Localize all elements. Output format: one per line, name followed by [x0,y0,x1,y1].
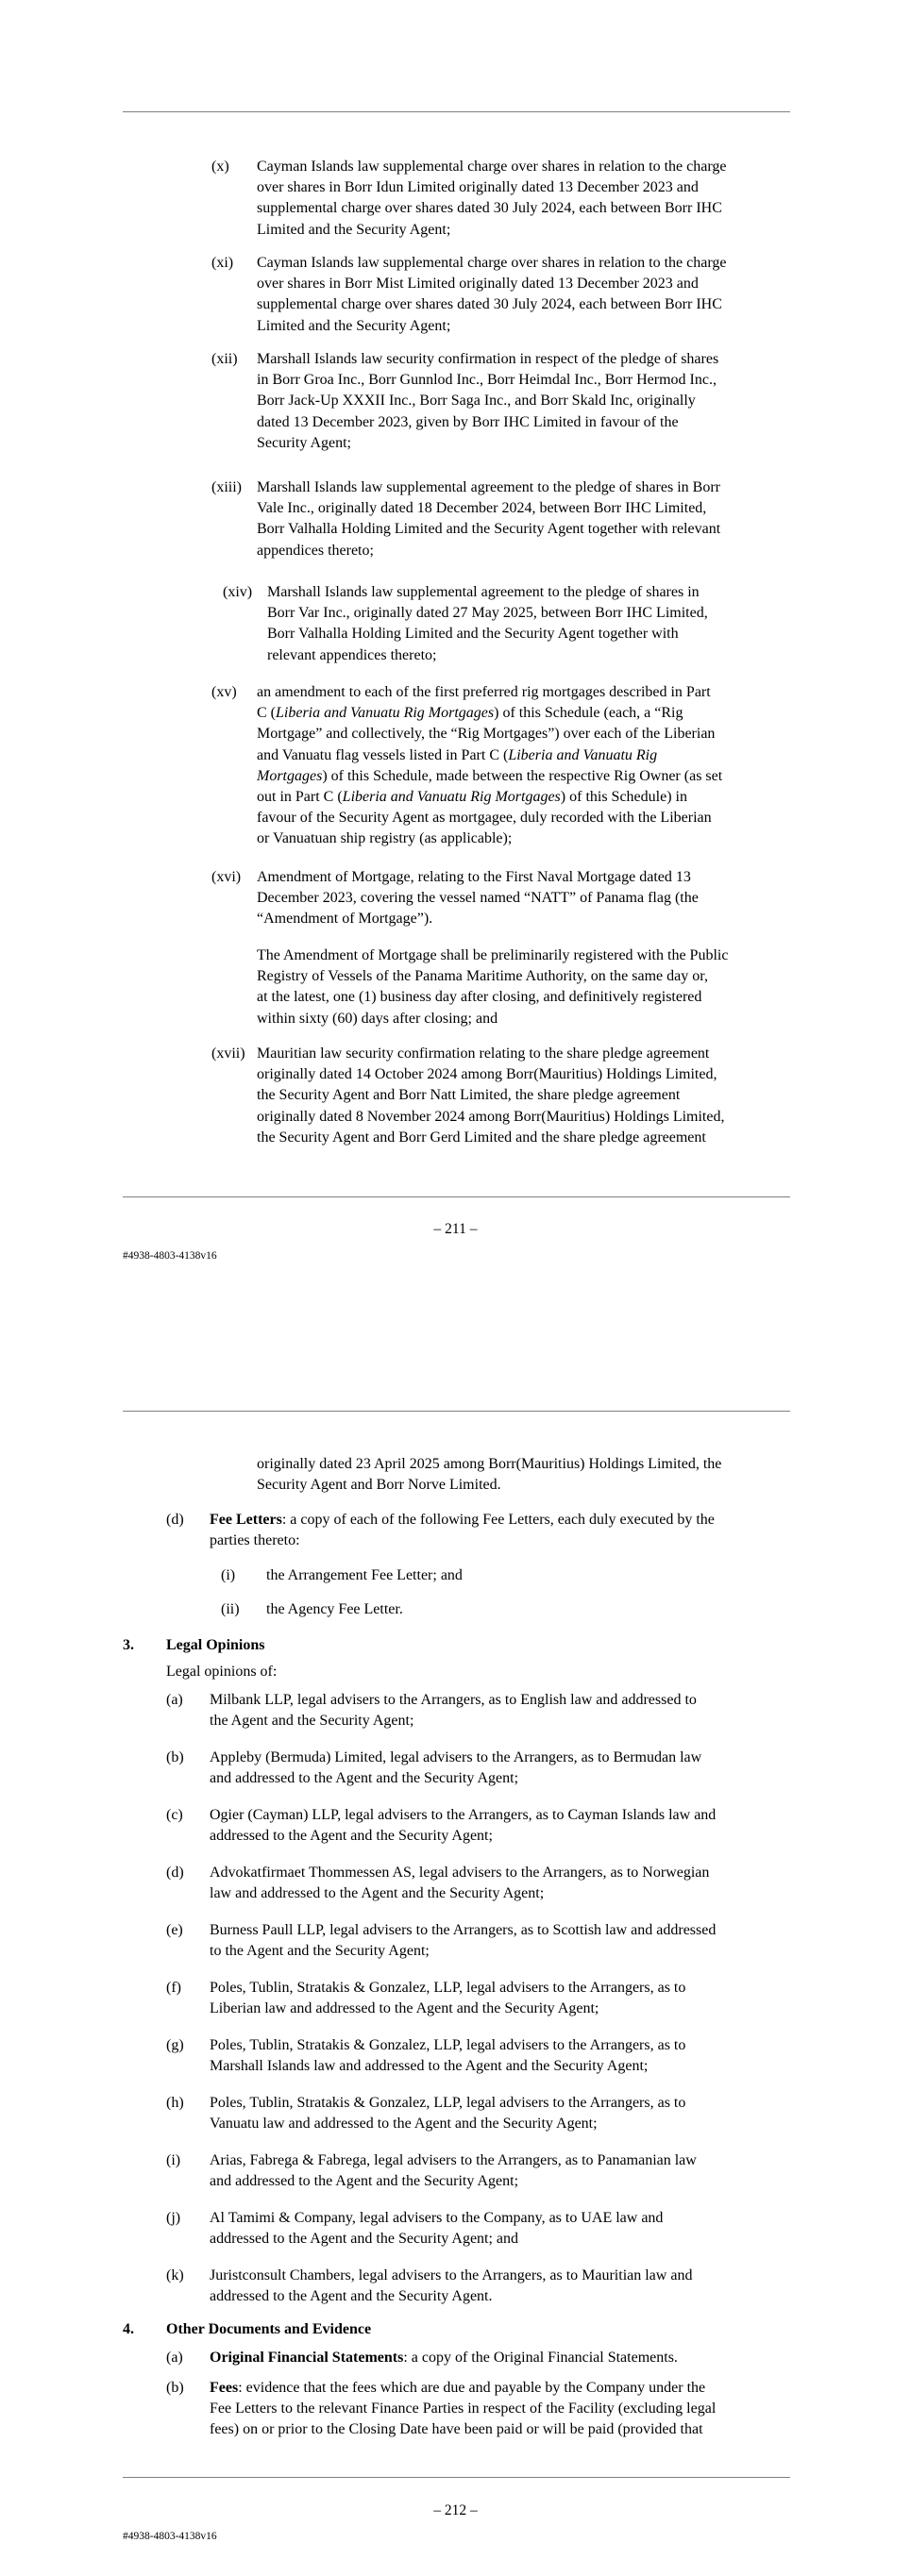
text-line: December 2023, covering the vessel named “NATT” of Panama flag (the [257,890,699,907]
text-line: addressed to the Agent and the Security Agent. [210,2288,493,2305]
item-xiv-label: (xiv) [223,584,253,600]
text-line: Milbank LLP, legal advisers to the Arrangers, as to English law and addressed to [210,1692,697,1708]
text-line: the Security Agent and Borr Natt Limited, the share pledge agreement [257,1087,681,1104]
text-line: originally dated 23 April 2025 among Borr(Mauritius) Holdings Limited, the [257,1456,722,1472]
legal-opinion-text [210,2150,790,2192]
legal-opinion-label: (i) [166,2152,181,2168]
item-x-label: (x) [211,159,229,175]
text-line: Arias, Fabrega & Fabrega, legal advisers to the Arrangers, as to Panamanian law [210,2152,697,2168]
item-xvi-text [257,867,790,930]
text-line: and addressed to the Agent and the Security Agent; [210,1770,519,1787]
text-line: over shares in Borr Mist Limited originally dated 13 December 2023 and [257,276,699,293]
legal-opinion-label: (j) [166,2210,181,2226]
text-line: Liberian law and addressed to the Agent and the Security Agent; [210,2000,599,2017]
s4-item-line: : evidence that the fees which are due and payable by the Company under the [238,2380,706,2396]
legal-opinion-text [210,1690,790,1731]
s4-item-label: (a) [166,2350,183,2366]
text-line: originally dated 14 October 2024 among Borr(Mauritius) Holdings Limited, [257,1066,717,1083]
legal-opinion-label: (h) [166,2095,184,2111]
item-xiii-text [257,477,790,561]
text-line: Cayman Islands law supplemental charge over shares in relation to the charge [257,255,727,271]
text-line: Borr Valhalla Holding Limited and the Security Agent together with relevant [257,521,721,538]
text-line: Marshall Islands law supplemental agreement to the pledge of shares in [267,584,700,600]
text-line: at the latest, one (1) business day after closing, and definitively registered [257,989,702,1006]
text-line: Marshall Islands law security confirmation in respect of the pledge of shares [257,351,719,367]
text-line: Appleby (Bermuda) Limited, legal advisers to the Arrangers, as to Bermudan law [210,1749,702,1765]
item-xiv-text [267,582,790,666]
text-line: Poles, Tublin, Stratakis & Gonzalez, LLP, legal advisers to the Arrangers, as to [210,1980,686,1996]
item-xvi-note [257,945,790,1029]
legal-opinion-label: (b) [166,1749,184,1765]
legal-opinion-text [210,1805,790,1847]
legal-opinion-text [210,1978,790,2019]
legal-opinion-text [210,2035,790,2077]
section-3-intro: Legal opinions of: [166,1664,278,1680]
text-line: dated 13 December 2023, given by Borr IHC Limited in favour of the [257,413,679,430]
text-line: Security Agent; [257,434,351,451]
item-xi-text [257,253,790,337]
section-3-number: 3. [123,1637,134,1653]
continuation-text [257,1454,790,1496]
page-bottom-rule [123,1196,790,1197]
text-line: Marshall Islands law and addressed to the Agent and the Security Agent; [210,2058,649,2075]
text-line: law and addressed to the Agent and the Security Agent; [210,1885,545,1902]
legal-opinion-text [210,1920,790,1962]
s4-item-line: fees) on or prior to the Closing Date have been paid or will be paid (provided that [210,2421,703,2438]
item-xii-label: (xii) [211,351,238,367]
text-line: Vale Inc., originally dated 18 December 2024, between Borr IHC Limited, [257,500,707,517]
text-line: Marshall Islands law supplemental agreement to the pledge of shares in Borr [257,479,720,495]
s4-item-text [210,2348,790,2368]
item-xvi-label: (xvi) [211,869,242,885]
s4-item-label: (b) [166,2380,184,2396]
text-line: appendices thereto; [257,542,374,559]
text-line: relevant appendices thereto; [267,646,437,663]
item-xiii-label: (xiii) [211,479,242,495]
text-line: Security Agent and Borr Norve Limited. [257,1477,501,1494]
text-line: supplemental charge over shares dated 30 July 2024, each between Borr IHC [257,200,722,217]
text-line: The Amendment of Mortgage shall be preliminarily registered with the Public [257,947,729,963]
item-xvii-label: (xvii) [211,1045,245,1062]
fee-letters-label: (d) [166,1512,184,1528]
legal-opinion-text [210,2093,790,2134]
text-line: Registry of Vessels of the Panama Maritime Authority, on the same day or, [257,968,708,985]
text-line: Juristconsult Chambers, legal advisers to the Arrangers, as to Mauritian law and [210,2267,693,2283]
s4-item-line: : a copy of the Original Financial Statements. [403,2350,678,2366]
text-line: and addressed to the Agent and the Security Agent; [210,2173,519,2190]
fee-letters-line: parties thereto: [210,1532,300,1549]
fee-sub-label: (ii) [221,1601,240,1617]
legal-opinion-label: (d) [166,1865,184,1881]
page1-list [0,0,911,1198]
text-line: Advokatfirmaet Thommessen AS, legal advisers to the Arrangers, as to Norwegian [210,1865,710,1881]
text-line: “Amendment of Mortgage”). [257,911,433,928]
legal-opinion-label: (a) [166,1692,183,1708]
s4-item-text [210,2378,790,2441]
text-line: Amendment of Mortgage, relating to the First Naval Mortgage dated 13 [257,869,691,885]
legal-opinion-text [210,2208,790,2250]
text-line: Borr Var Inc., originally dated 27 May 2025, between Borr IHC Limited, [267,605,708,622]
text-line: to the Agent and the Security Agent; [210,1943,430,1960]
fee-sub-label: (i) [221,1567,236,1583]
legal-opinion-label: (e) [166,1922,183,1938]
text-line: Limited and the Security Agent; [257,317,451,334]
section-3-title: Legal Opinions [166,1637,265,1653]
text-line: Burness Paull LLP, legal advisers to the Arrangers, as to Scottish law and addressed [210,1922,717,1938]
legal-opinion-label: (g) [166,2037,184,2053]
section-4-number: 4. [123,2321,134,2337]
item-xii-text [257,349,790,454]
legal-opinion-text [210,1748,790,1789]
fee-sub-text: the Agency Fee Letter. [266,1601,403,1617]
text-line: Borr Valhalla Holding Limited and the Security Agent together with [267,626,679,643]
item-xv-text [257,682,790,850]
text-line: Poles, Tublin, Stratakis & Gonzalez, LLP, legal advisers to the Arrangers, as to [210,2095,686,2111]
text-line: within sixty (60) days after closing; and [257,1010,498,1027]
text-line: an amendment to each of the first preferred rig mortgages described in Part [257,684,711,700]
text-line: Borr Jack-Up XXXII Inc., Borr Saga Inc., and Borr Skald Inc, originally [257,393,696,410]
fee-letters-title: Fee Letters [210,1512,282,1528]
text-line: Poles, Tublin, Stratakis & Gonzalez, LLP, legal advisers to the Arrangers, as to [210,2037,686,2053]
legal-opinion-text [210,2266,790,2307]
text-line: over shares in Borr Idun Limited originally dated 13 December 2023 and [257,179,699,196]
text-line: the Security Agent and Borr Gerd Limited and the share pledge agreement [257,1129,706,1146]
page-bottom-rule [123,2477,790,2478]
item-xi-label: (xi) [211,255,234,271]
doc-reference: #4938-4803-4138v16 [123,1250,217,1262]
text-line: addressed to the Agent and the Security Agent; [210,1828,493,1845]
legal-opinion-label: (f) [166,1980,181,1996]
text-line: and Vanuatu flag vessels listed in Part C (Liberia and Vanuatu Rig [257,746,658,763]
text-line: Limited and the Security Agent; [257,221,451,238]
legal-opinion-label: (c) [166,1807,183,1823]
text-line: Vanuatu law and addressed to the Agent and the Security Agent; [210,2116,598,2133]
page-number: – 212 – [433,2502,478,2518]
text-line: Al Tamimi & Company, legal advisers to the Company, as to UAE law and [210,2210,664,2226]
text-line: Mauritian law security confirmation relating to the share pledge agreement [257,1045,710,1062]
text-line: out in Part C (Liberia and Vanuatu Rig Mortgages) of this Schedule) in [257,789,687,806]
doc-reference: #4938-4803-4138v16 [123,2531,217,2542]
text-line: addressed to the Agent and the Security Agent; and [210,2231,519,2248]
s4-item-line: Fee Letters to the relevant Finance Parties in respect of the Facility (excluding legal [210,2400,717,2417]
text-line: originally dated 8 November 2024 among Borr(Mauritius) Holdings Limited, [257,1108,725,1125]
legal-opinion-text [210,1863,790,1904]
text-line: C (Liberia and Vanuatu Rig Mortgages) of this Schedule (each, a “Rig [257,705,683,722]
s4-item-title: Fees [210,2380,239,2396]
fee-letters-text [210,1510,790,1551]
text-line: in Borr Groa Inc., Borr Gunnlod Inc., Borr Heimdal Inc., Borr Hermod Inc., [257,372,717,389]
fee-letters-line: : a copy of each of the following Fee Letters, each duly executed by the [281,1512,715,1528]
fee-sub-text: the Arrangement Fee Letter; and [266,1567,463,1583]
page-number: – 211 – [433,1221,478,1237]
item-xv-label: (xv) [211,684,237,700]
text-line: supplemental charge over shares dated 30 July 2024, each between Borr IHC [257,296,722,313]
text-line: Cayman Islands law supplemental charge over shares in relation to the charge [257,159,727,175]
page-top-rule [123,1411,790,1412]
text-line: Ogier (Cayman) LLP, legal advisers to the Arrangers, as to Cayman Islands law and [210,1807,717,1823]
text-line: favour of the Security Agent as mortgagee, duly recorded with the Liberian [257,810,712,827]
legal-opinion-label: (k) [166,2267,184,2283]
s4-item-title: Original Financial Statements [210,2350,404,2366]
text-line: the Agent and the Security Agent; [210,1713,414,1730]
text-line: Mortgage” and collectively, the “Rig Mortgages”) over each of the Liberian [257,726,716,743]
section-4-title: Other Documents and Evidence [166,2321,372,2337]
text-line: Mortgages) of this Schedule, made between the respective Rig Owner (as set [257,767,723,784]
item-xvii-text [257,1044,790,1148]
item-x-text [257,157,790,241]
text-line: or Vanuatuan ship registry (as applicable); [257,830,513,847]
